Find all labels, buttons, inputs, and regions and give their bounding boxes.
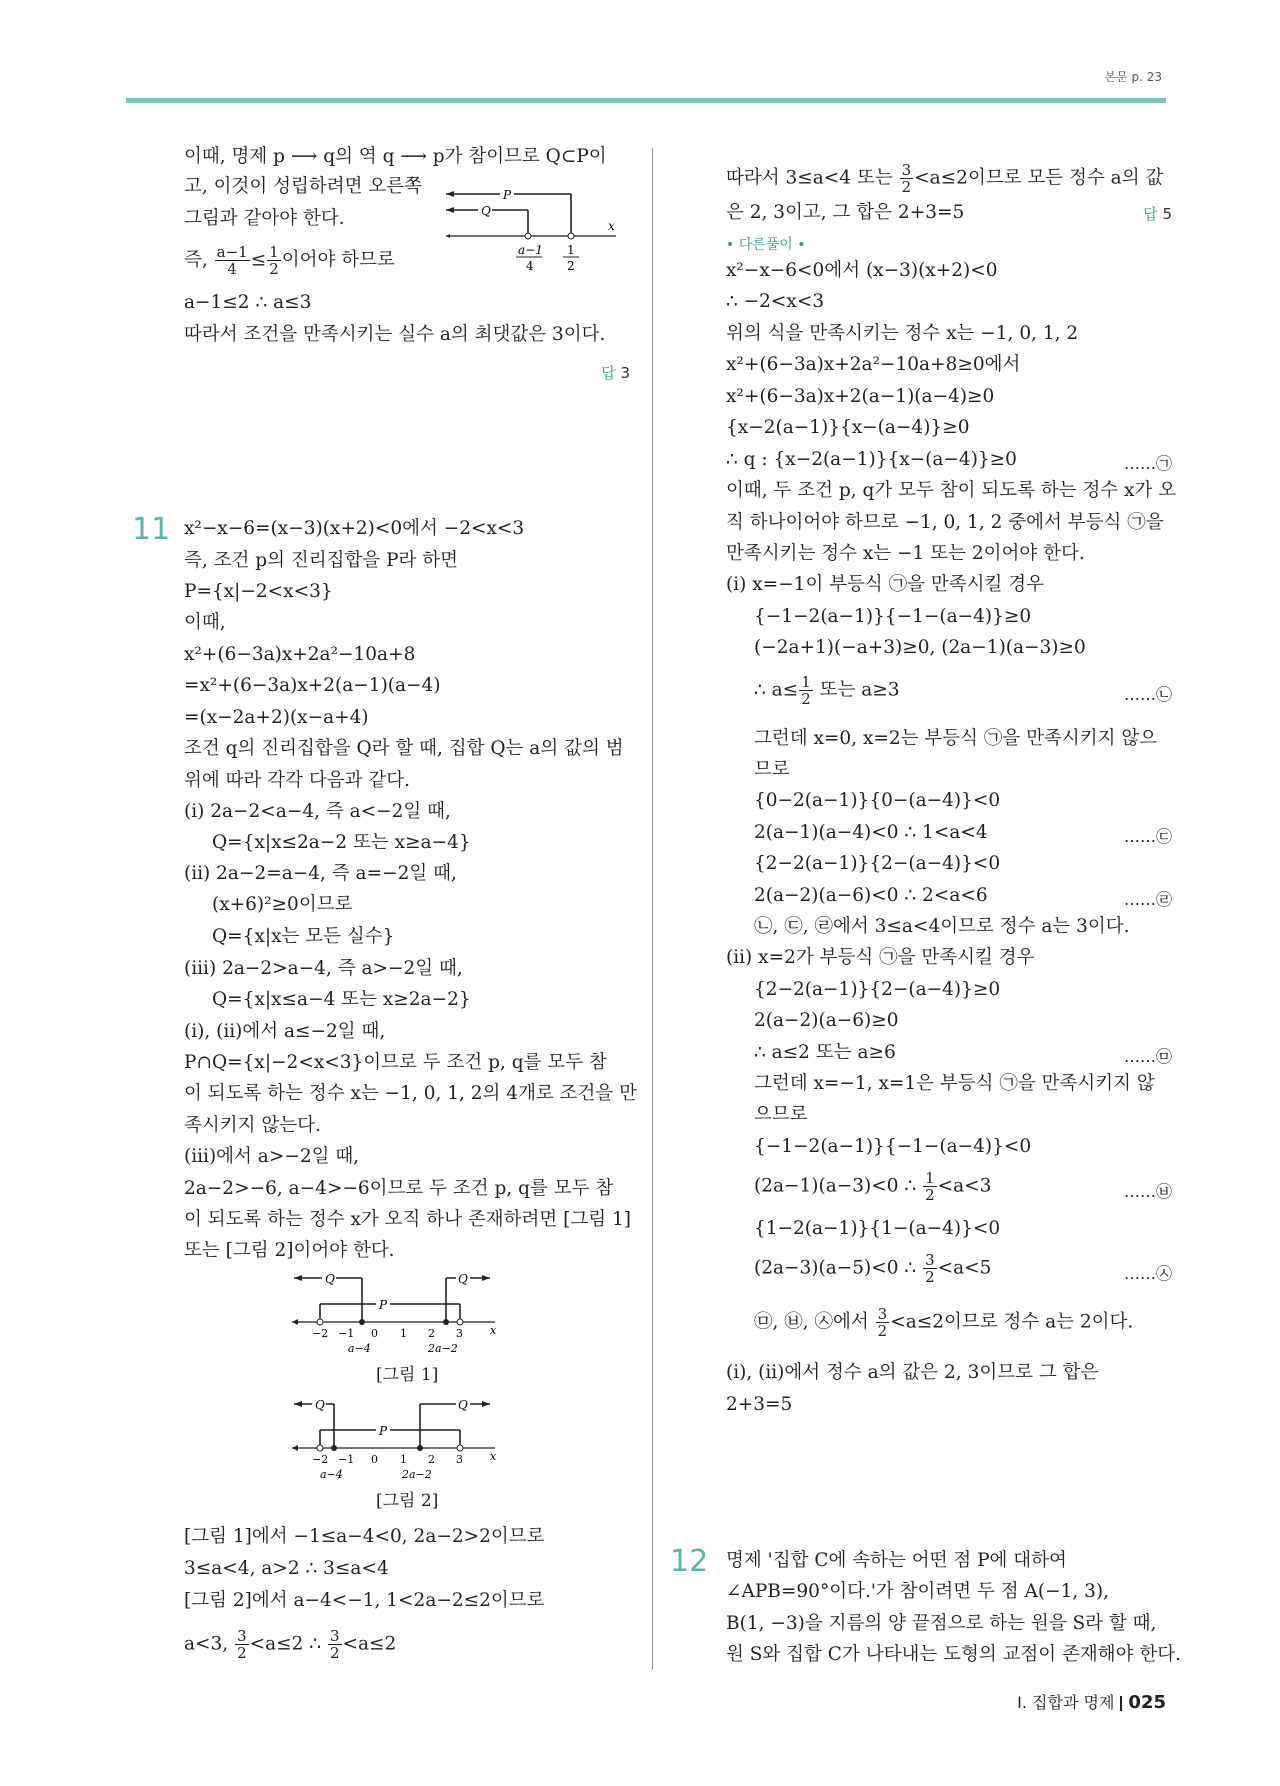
text-line: ∴ a≤2 또는 a≥6	[754, 1042, 896, 1063]
tick-label: 0	[371, 1453, 378, 1466]
text-line: 그런데 x=0, x=2는 부등식 ㉠을 만족시키지 않으	[754, 728, 1158, 749]
below-label: 2a−2	[402, 1468, 432, 1481]
tick-label: 3	[456, 1453, 463, 1466]
tick-label: 0	[371, 1327, 378, 1340]
text-line: (iii) 2a−2>a−4, 즉 a>−2일 때,	[184, 958, 463, 979]
text-line: a−1≤2 ∴ a≤3	[184, 292, 312, 313]
equation-tag: ……㉢	[1123, 827, 1172, 846]
tick-label: 2	[567, 259, 575, 273]
text-line: =x²+(6−3a)x+2(a−1)(a−4)	[184, 675, 441, 696]
text-line: 이 되도록 하는 정수 x가 오직 하나 존재하려면 [그림 1]	[184, 1209, 631, 1230]
text-line: 즉, $\frac{a-1}{4}$ ≤ $\frac{1}{2}$ 이어야 하므로	[184, 243, 395, 278]
text-line: B(1, −3)을 지름의 양 끝점으로 하는 원을 S라 할 때,	[726, 1613, 1157, 1634]
text-line: (−2a+1)(−a+3)≥0, (2a−1)(a−3)≥0	[754, 637, 1086, 658]
equation-tag: ……㉠	[1123, 454, 1172, 473]
tick-label: −1	[338, 1327, 355, 1340]
tick-label: a−1	[518, 243, 543, 257]
text-line: 만족시키는 정수 x는 −1 또는 2이어야 한다.	[726, 543, 1085, 564]
text-line: 그림과 같아야 한다.	[184, 208, 345, 229]
fraction: $\frac{3}{2}$	[901, 161, 912, 196]
label-Q: Q	[481, 204, 491, 218]
text-line: ∴ q : {x−2(a−1)}{x−(a−4)}≥0	[726, 449, 1017, 470]
text-line: [그림 1]에서 −1≤a−4<0, 2a−2>2이므로	[184, 1526, 545, 1547]
text: 즉,	[184, 249, 208, 271]
text-line: (ii) 2a−2=a−4, 즉 a=−2일 때,	[184, 863, 457, 884]
text-line: (i) 2a−2<a−4, 즉 a<−2일 때,	[184, 801, 451, 822]
text-line: Q={x|x는 모든 실수}	[212, 926, 395, 947]
text-line: 2+3=5	[726, 1394, 793, 1415]
label-P: P	[379, 1298, 388, 1312]
text-line: (x+6)²≥0이므로	[212, 894, 353, 915]
text-line: 원 S와 집합 C가 나타내는 도형의 교점이 존재해야 한다.	[726, 1644, 1182, 1665]
text-line: (iii)에서 a>−2일 때,	[184, 1146, 360, 1167]
text-line: x²−x−6<0에서 (x−3)(x+2)<0	[726, 260, 998, 281]
text-line: 그런데 x=−1, x=1은 부등식 ㉠을 만족시키지 않	[754, 1073, 1155, 1094]
text-line: {−1−2(a−1)}{−1−(a−4)}<0	[754, 1136, 1032, 1157]
equation-tag: ……㉥	[1123, 1182, 1172, 1201]
text-line: Q={x|x≤a−4 또는 x≥2a−2}	[212, 989, 471, 1010]
text-line: {−1−2(a−1)}{−1−(a−4)}≥0	[754, 606, 1032, 627]
text-line: 2a−2>−6, a−4>−6이므로 두 조건 p, q를 모두 참	[184, 1178, 614, 1199]
tick-label: 2	[428, 1327, 435, 1340]
tick-label: 1	[400, 1453, 407, 1466]
below-label: a−4	[348, 1342, 371, 1355]
chapter-title: I. 집합과 명제	[1017, 1693, 1115, 1712]
text-line: ∴ −2<x<3	[726, 291, 825, 312]
text-line: x²+(6−3a)x+2a²−10a+8	[184, 644, 416, 665]
fraction: $\frac{a-1}{4}$	[216, 243, 248, 278]
text-line: 므로	[754, 759, 790, 780]
equation-tag: ……㉡	[1123, 685, 1172, 704]
text-line: 따라서 조건을 만족시키는 실수 a의 최댓값은 3이다.	[184, 324, 606, 345]
text-line: 명제 '집합 C에 속하는 어떤 점 P에 대하여	[726, 1550, 1067, 1571]
tick-label: 2	[428, 1453, 435, 1466]
label-Q: Q	[325, 1272, 335, 1286]
text-line: 2(a−2)(a−6)<0 ∴ 2<a<6	[754, 885, 988, 906]
text-line: a<3, $\frac{3}{2}$ <a≤2 ∴ $\frac{3}{2}$ <a≤2	[184, 1627, 397, 1662]
page-number: 025	[1128, 1692, 1166, 1713]
fraction: $\frac{3}{2}$	[877, 1305, 888, 1340]
text-line: {x−2(a−1)}{x−(a−4)}≥0	[726, 417, 970, 438]
fraction: $\frac{3}{2}$	[329, 1627, 340, 1662]
figure-2	[290, 1396, 510, 1482]
text-line: 3≤a<4, a>2 ∴ 3≤a<4	[184, 1558, 389, 1579]
text-line: 또는 [그림 2]이어야 한다.	[184, 1240, 395, 1261]
text-line: (i), (ii)에서 정수 a의 값은 2, 3이므로 그 합은	[726, 1362, 1099, 1383]
text-line: (2a−1)(a−3)<0 ∴ $\frac{1}{2}$ <a<3	[754, 1169, 992, 1204]
text-line: {2−2(a−1)}{2−(a−4)}<0	[754, 853, 1001, 874]
tick-label: 1	[400, 1327, 407, 1340]
header-rule	[126, 98, 1166, 103]
text-line: [그림 2]에서 a−4<−1, 1<2a−2≤2이므로	[184, 1590, 545, 1611]
text-line: 위에 따라 각각 다음과 같다.	[184, 770, 410, 791]
text-line: {0−2(a−1)}{0−(a−4)}<0	[754, 790, 1001, 811]
problem-number: 12	[670, 1544, 709, 1579]
text-line: P∩Q={x|−2<x<3}이므로 두 조건 p, q를 모두 참	[184, 1052, 607, 1073]
label-Q: Q	[458, 1398, 468, 1412]
footer-divider	[1120, 1696, 1122, 1711]
answer: 답 3	[601, 364, 630, 382]
fraction: $\frac{1}{2}$	[801, 673, 811, 708]
text-line: 조건 q의 진리집합을 Q라 할 때, 집합 Q는 a의 값의 범	[184, 738, 624, 759]
text-line: 이때, 두 조건 p, q가 모두 참이 되도록 하는 정수 x가 오	[726, 480, 1177, 501]
figure-1	[290, 1270, 510, 1356]
text-line: x²−x−6=(x−3)(x+2)<0에서 −2<x<3	[184, 518, 525, 539]
text-line: (i) x=−1이 부등식 ㉠을 만족시킬 경우	[726, 574, 1045, 595]
text-line: 으므로	[754, 1104, 808, 1125]
label-P: P	[503, 188, 512, 202]
text-line: x²+(6−3a)x+2(a−1)(a−4)≥0	[726, 386, 995, 407]
text-line: {1−2(a−1)}{1−(a−4)}<0	[754, 1218, 1001, 1239]
text-line: =(x−2a+2)(x−a+4)	[184, 707, 369, 728]
fraction: $\frac{1}{2}$	[925, 1169, 935, 1204]
answer: 답 5	[1143, 205, 1172, 223]
text-line: 따라서 3≤a<4 또는 $\frac{3}{2}$ <a≤2이므로 모든 정수 a의 값	[726, 161, 1164, 196]
tick-label: −2	[312, 1327, 329, 1340]
text-line: Q={x|x≤2a−2 또는 x≥a−4}	[212, 832, 471, 853]
figure-caption: [그림 2]	[376, 1491, 439, 1511]
page-reference: 본문 p. 23	[1104, 70, 1162, 84]
text-line: 2(a−1)(a−4)<0 ∴ 1<a<4	[754, 822, 988, 843]
column-divider	[652, 148, 653, 1670]
number-line-figure	[446, 186, 626, 276]
tick-label: 1	[567, 243, 575, 257]
alternative-solution-label: • 다른풀이 •	[726, 237, 806, 253]
text-line: x²+(6−3a)x+2a²−10a+8≥0에서	[726, 354, 1021, 375]
tick-label: 3	[456, 1327, 463, 1340]
text-line: P={x|−2<x<3}	[184, 581, 333, 602]
below-label: 2a−2	[428, 1342, 458, 1355]
text-line: ∠APB=90°이다.'가 참이려면 두 점 A(−1, 3),	[726, 1581, 1110, 1602]
axis-label: x	[608, 219, 615, 233]
text-line: (2a−3)(a−5)<0 ∴ $\frac{3}{2}$ <a<5	[754, 1251, 992, 1286]
page-footer	[1017, 1690, 1166, 1713]
label-P: P	[379, 1424, 388, 1438]
equation-tag: ……㉣	[1123, 890, 1172, 909]
label-Q: Q	[315, 1398, 325, 1412]
text-line: 이 되도록 하는 정수 x는 −1, 0, 1, 2의 4개로 조건을 만	[184, 1083, 638, 1104]
text-line: 은 2, 3이고, 그 합은 2+3=5	[726, 202, 965, 223]
text-line: 즉, 조건 p의 진리집합을 P라 하면	[184, 550, 459, 571]
axis-label: x	[490, 1450, 497, 1463]
figure-caption: [그림 1]	[376, 1365, 439, 1385]
fraction: $\frac{3}{2}$	[237, 1627, 247, 1662]
label-Q: Q	[458, 1272, 468, 1286]
text-line: ㉡, ㉢, ㉣에서 3≤a<4이므로 정수 a는 3이다.	[754, 916, 1130, 937]
text-line: 고, 이것이 성립하려면 오른쪽	[184, 176, 422, 197]
text-line: 이때,	[184, 612, 226, 633]
tick-label: −1	[338, 1453, 355, 1466]
fraction: $\frac{1}{2}$	[269, 243, 279, 278]
below-label: a−4	[320, 1468, 343, 1481]
equation-tag: ……㉤	[1123, 1047, 1172, 1066]
text-line: 2(a−2)(a−6)≥0	[754, 1010, 899, 1031]
text-line: ㉤, ㉥, ㉦에서 $\frac{3}{2}$ <a≤2이므로 정수 a는 2이다.	[754, 1305, 1134, 1340]
text-line: {2−2(a−1)}{2−(a−4)}≥0	[754, 979, 1001, 1000]
text-line: 직 하나이어야 하므로 −1, 0, 1, 2 중에서 부등식 ㉠을	[726, 512, 1164, 533]
tick-label: 4	[526, 259, 534, 273]
text-line: 위의 식을 만족시키는 정수 x는 −1, 0, 1, 2	[726, 323, 1079, 344]
fraction: $\frac{3}{2}$	[925, 1251, 935, 1286]
text-line: 족시키지 않는다.	[184, 1115, 321, 1136]
equation-tag: ……㉦	[1123, 1264, 1172, 1283]
tick-label: −2	[312, 1453, 329, 1466]
problem-number: 11	[132, 512, 171, 547]
text-line: (ii) x=2가 부등식 ㉠을 만족시킬 경우	[726, 947, 1035, 968]
axis-label: x	[490, 1324, 497, 1337]
text-line: ∴ a≤ $\frac{1}{2}$ 또는 a≥3	[754, 673, 900, 708]
text-line: (i), (ii)에서 a≤−2일 때,	[184, 1021, 386, 1042]
text-line: 이때, 명제 p ⟶ q의 역 q ⟶ p가 참이므로 Q⊂P이	[184, 146, 607, 167]
